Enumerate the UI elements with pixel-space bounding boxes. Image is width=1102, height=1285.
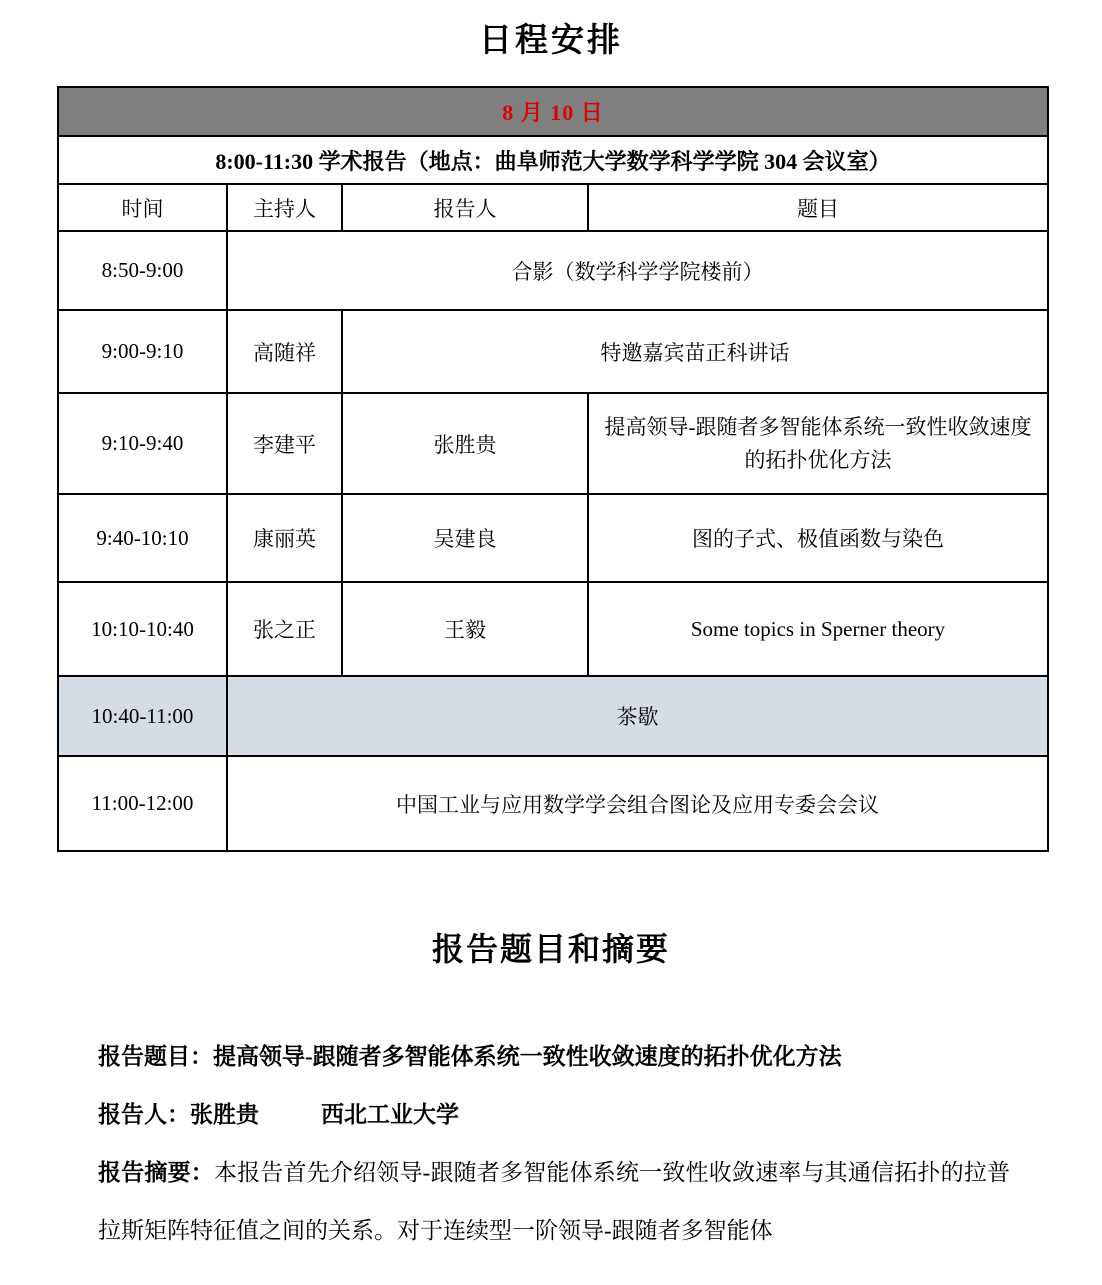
topic-cell: Some topics in Sperner theory (588, 582, 1048, 676)
abstract-text: 本报告首先介绍领导-跟随者多智能体系统一致性收敛速率与其通信拓扑的拉普拉斯矩阵特征值之间的关系。对于连续型一阶领导-跟随者多智能体 (98, 1160, 1011, 1243)
speaker-line (98, 1086, 1010, 1144)
table-row (58, 756, 1048, 851)
speaker-cell: 王毅 (342, 582, 588, 676)
page-title: 日程安排 (479, 23, 623, 59)
date-header-cell: 8 月 10 日 (58, 87, 1048, 136)
abstract-label: 报告摘要： (98, 1160, 214, 1185)
report-title-text: 提高领导-跟随者多智能体系统一致性收敛速度的拓扑优化方法 (213, 1044, 842, 1069)
host-cell: 高随祥 (227, 310, 342, 393)
merged-event-cell: 合影（数学科学学院楼前） (227, 231, 1048, 310)
abstract-section-title: 报告题目和摘要 (431, 931, 670, 967)
host-cell: 康丽英 (227, 494, 342, 582)
speaker-cell: 张胜贵 (342, 393, 588, 494)
session-info-cell: 8:00-11:30 学术报告（地点：曲阜师范大学数学科学学院 304 会议室） (58, 136, 1048, 184)
host-cell: 李建平 (227, 393, 342, 494)
merged-event-cell: 茶歇 (227, 676, 1048, 756)
abstract-block (98, 1028, 1010, 1260)
merged-event-cell: 特邀嘉宾苗正科讲话 (342, 310, 1048, 393)
column-header-time: 时间 (58, 184, 227, 231)
report-title-label: 报告题目： (98, 1044, 213, 1069)
speaker-name: 张胜贵 (190, 1102, 259, 1127)
table-row (58, 494, 1048, 582)
table-row (58, 231, 1048, 310)
table-row (58, 136, 1048, 184)
topic-cell: 提高领导-跟随者多智能体系统一致性收敛速度的拓扑优化方法 (588, 393, 1048, 494)
abstract-paragraph (98, 1144, 1010, 1260)
time-cell: 11:00-12:00 (58, 756, 227, 851)
column-header-host: 主持人 (227, 184, 342, 231)
speaker-cell: 吴建良 (342, 494, 588, 582)
speaker-label: 报告人： (98, 1102, 190, 1127)
time-cell: 8:50-9:00 (58, 231, 227, 310)
table-row (58, 393, 1048, 494)
column-header-topic: 题目 (588, 184, 1048, 231)
time-cell: 9:00-9:10 (58, 310, 227, 393)
time-cell: 9:40-10:10 (58, 494, 227, 582)
time-cell: 9:10-9:40 (58, 393, 227, 494)
table-row (58, 582, 1048, 676)
host-cell: 张之正 (227, 582, 342, 676)
table-row (58, 87, 1048, 136)
speaker-affiliation: 西北工业大学 (321, 1102, 459, 1127)
time-cell: 10:10-10:40 (58, 582, 227, 676)
table-header-row (58, 184, 1048, 231)
table-row-tea-break (58, 676, 1048, 756)
time-cell: 10:40-11:00 (58, 676, 227, 756)
table-row (58, 310, 1048, 393)
report-title-line (98, 1028, 1010, 1086)
schedule-table (57, 86, 1049, 852)
merged-event-cell: 中国工业与应用数学学会组合图论及应用专委会会议 (227, 756, 1048, 851)
column-header-speaker: 报告人 (342, 184, 588, 231)
topic-cell: 图的子式、极值函数与染色 (588, 494, 1048, 582)
